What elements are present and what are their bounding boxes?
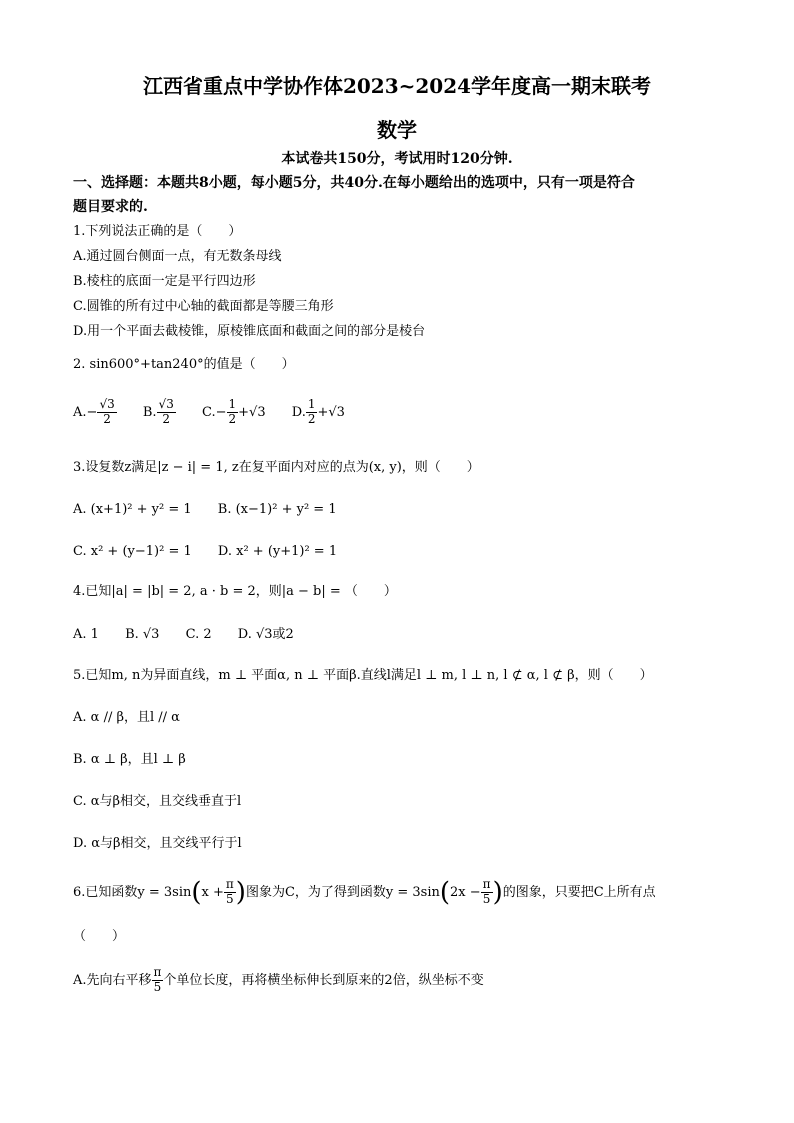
q4-option-b: B. √3 [125, 627, 160, 642]
q2-option-d: D. $\frac{1}{2}$ +√3 [291, 397, 345, 426]
q5-option-c: C. α与β相交，且交线垂直于l [73, 794, 242, 809]
section-heading-line2: 题目要求的. [73, 199, 148, 215]
q3-stem: 3.设复数z满足|z − i| = 1, z在复平面内对应的点为(x, y)，则（ ） [73, 460, 480, 475]
exam-title: 江西省重点中学协作体2023~2024学年度高一期末联考 [142, 74, 652, 98]
q5-stem: 5.已知m, n为异面直线，m ⊥ 平面α, n ⊥ 平面β.直线l满足l ⊥ m, l ⊥ n, l ⊄ α, l ⊄ β，则（ ） [73, 668, 653, 683]
q5-option-a: A. α // β，且l // α [73, 710, 180, 725]
q2-option-b: B. $\frac{√3}{2}$ [142, 397, 174, 426]
q4-options [73, 628, 316, 641]
q5-option-d: D. α与β相交，且交线平行于l [73, 836, 242, 851]
q4-option-a: A. 1 [73, 627, 99, 642]
q2-option-c: C.− $\frac{1}{2}$ +√3 [201, 397, 266, 426]
exam-info: 本试卷共150分，考试用时120分钟. [281, 151, 513, 167]
section-heading-line1: 一、选择题：本题共8小题，每小题5分，共40分.在每小题给出的选项中，只有一项是符合 [73, 175, 635, 191]
q6-answer-paren: （ ） [73, 929, 126, 944]
q3-option-a: A. (x+1)² + y² = 1 [73, 502, 192, 517]
q6-option-a: A.先向右平移 $\frac{\pi}{5}$ 个单位长度，再将横坐标伸长到原来的2倍，纵坐标不变 [73, 965, 484, 994]
q6-stem: 6.已知函数y = 3sin(x + $\frac{\pi}{5}$ )图象为C，为了得到函数y = 3sin(2x − $\frac{\pi}{5}$ )的图象，只要把C上所有点 [73, 877, 656, 908]
q4-option-c: C. 2 [185, 627, 212, 642]
q4-stem: 4.已知|a| = |b| = 2, a · b = 2，则|a − b| = （ ） [73, 584, 397, 599]
q3-options-ab [73, 503, 359, 516]
q1-stem: 1.下列说法正确的是（ ） [73, 224, 242, 239]
q3-option-b: B. (x−1)² + y² = 1 [217, 502, 337, 517]
q1-option-a: A.通过圆台侧面一点，有无数条母线 [73, 249, 282, 264]
q1-option-d: D.用一个平面去截棱锥，原棱锥底面和截面之间的部分是棱台 [73, 324, 426, 339]
q1-option-b: B.棱柱的底面一定是平行四边形 [73, 274, 256, 289]
exam-subject: 数学 [377, 118, 417, 142]
q3-options-cd [73, 545, 359, 558]
q3-option-d: D. x² + (y+1)² = 1 [217, 544, 338, 559]
q5-option-b: B. α ⊥ β，且l ⊥ β [73, 752, 186, 767]
q4-option-d: D. √3或2 [237, 627, 294, 642]
q3-option-c: C. x² + (y−1)² = 1 [73, 544, 192, 559]
q1-option-c: C.圆锥的所有过中心轴的截面都是等腰三角形 [73, 299, 334, 314]
q2-stem: 2. sin600°+tan240°的值是（ ） [73, 357, 295, 372]
q2-options [73, 398, 367, 427]
q2-option-a: A.− $\frac{√3}{2}$ [73, 397, 115, 426]
